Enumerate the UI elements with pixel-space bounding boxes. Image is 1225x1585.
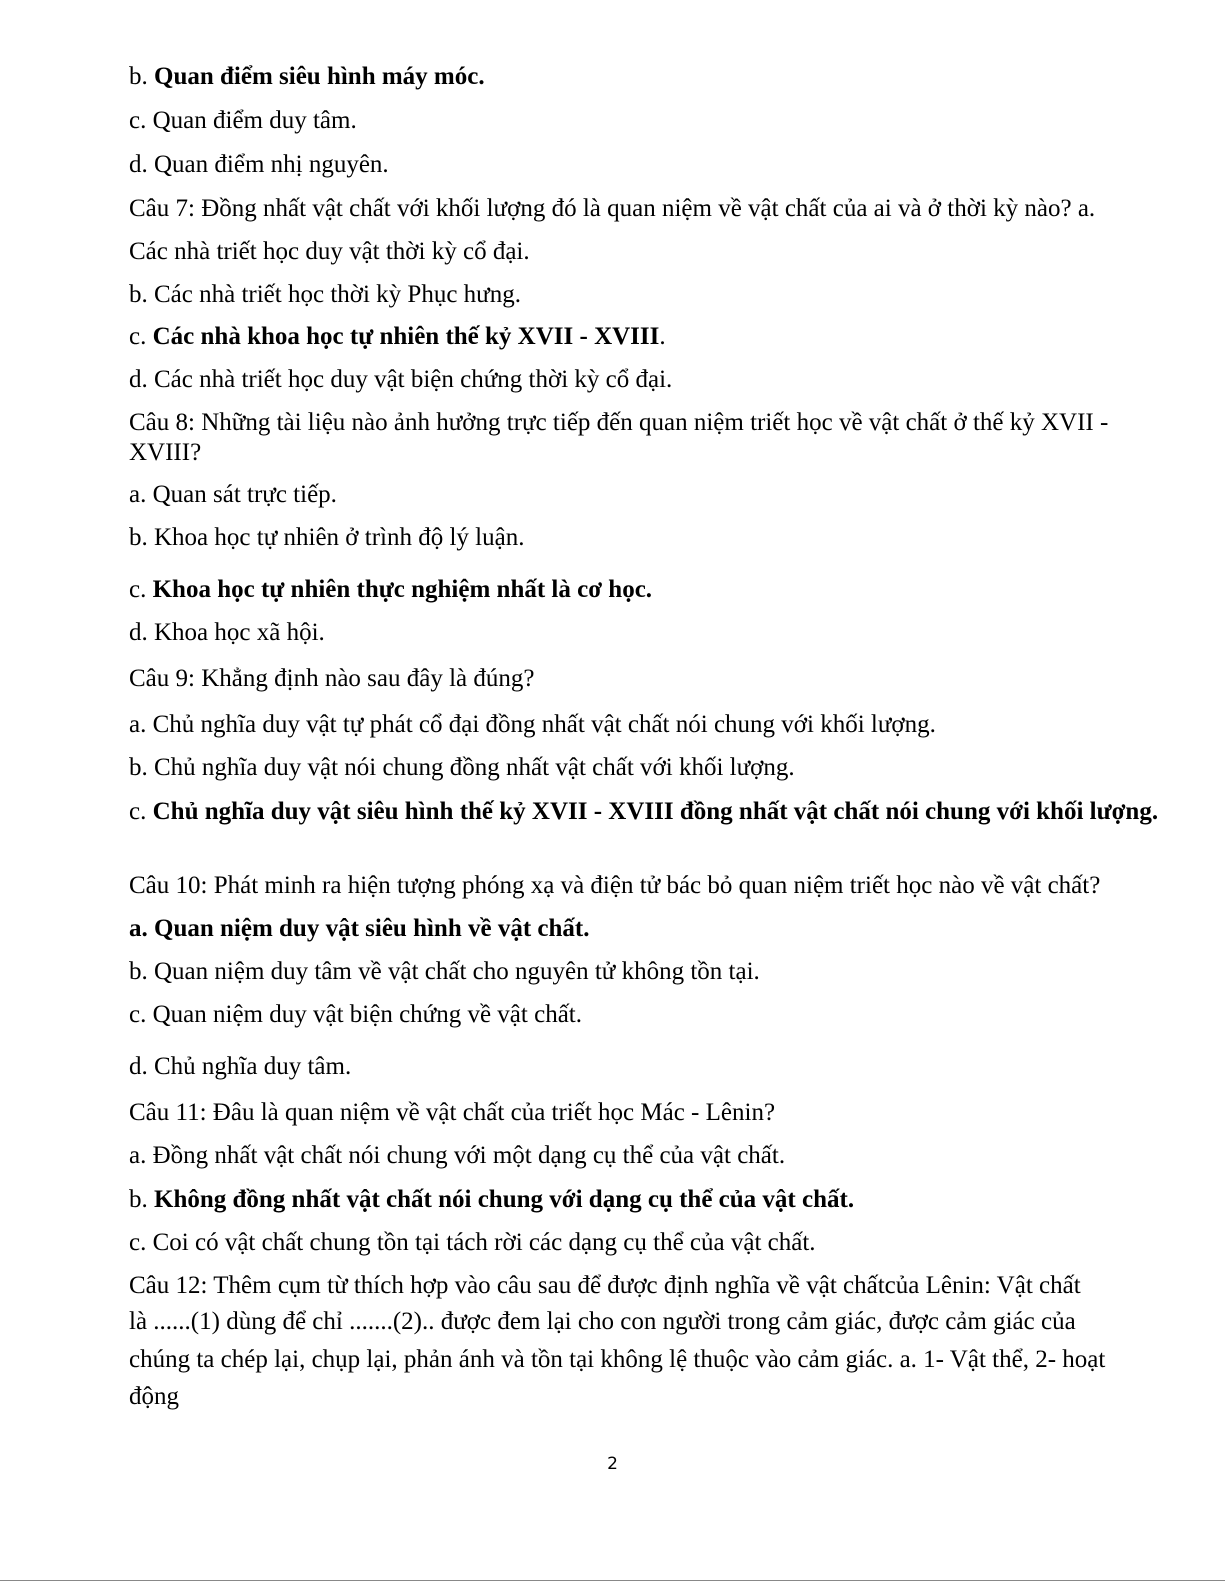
- option-prefix: c.: [129, 576, 153, 603]
- question-8-line2: XVIII?: [129, 439, 202, 466]
- option-d-q10: d. Chủ nghĩa duy tâm.: [129, 1053, 352, 1080]
- question-9: Câu 9: Khẳng định nào sau đây là đúng?: [129, 665, 535, 692]
- option-b-q7: b. Các nhà triết học thời kỳ Phục hưng.: [129, 281, 521, 308]
- option-prefix: b.: [129, 1186, 154, 1213]
- option-a-q10-correct: a. Quan niệm duy vật siêu hình về vật chất.: [129, 915, 590, 942]
- option-c-q9: [129, 797, 1167, 827]
- page-bottom-divider: [0, 1580, 1225, 1581]
- option-suffix: .: [659, 323, 666, 350]
- question-12-line1: Câu 12: Thêm cụm từ thích hợp vào câu sau để được định nghĩa về vật chấtcủa Lênin: Vật chất: [129, 1272, 1081, 1299]
- question-11: Câu 11: Đâu là quan niệm về vật chất của triết học Mác - Lênin?: [129, 1099, 776, 1126]
- option-c-q6: c. Quan điểm duy tâm.: [129, 107, 357, 134]
- option-c-q8: [129, 575, 1167, 605]
- option-d-q8: d. Khoa học xã hội.: [129, 619, 325, 646]
- option-a-q9: a. Chủ nghĩa duy vật tự phát cổ đại đồng nhất vật chất nói chung với khối lượng.: [129, 711, 936, 738]
- option-d-q6: d. Quan điểm nhị nguyên.: [129, 151, 389, 178]
- option-c-q10: c. Quan niệm duy vật biện chứng về vật chất.: [129, 1001, 582, 1028]
- question-8-line1: Câu 8: Những tài liệu nào ảnh hưởng trực tiếp đến quan niệm triết học về vật chất ở thế kỷ XVII -: [129, 409, 1109, 436]
- option-prefix: c.: [129, 323, 153, 350]
- correct-answer: Quan điểm siêu hình máy móc.: [154, 63, 485, 90]
- option-d-q7: d. Các nhà triết học duy vật biện chứng thời kỳ cổ đại.: [129, 366, 673, 393]
- option-a-q11: a. Đồng nhất vật chất nói chung với một dạng cụ thể của vật chất.: [129, 1142, 786, 1169]
- option-b-q6: [129, 62, 1167, 92]
- option-prefix: c.: [129, 798, 153, 825]
- option-c-q7: [129, 322, 1167, 352]
- correct-answer: Khoa học tự nhiên thực nghiệm nhất là cơ học.: [152, 576, 653, 603]
- option-b-q8: b. Khoa học tự nhiên ở trình độ lý luận.: [129, 524, 525, 551]
- correct-answer: Các nhà khoa học tự nhiên thế kỷ XVII - XVIII: [152, 323, 660, 350]
- option-b-q11: [129, 1185, 1167, 1215]
- page-number: 2: [607, 1454, 618, 1474]
- option-a-q8: a. Quan sát trực tiếp.: [129, 481, 337, 508]
- option-a-q7: Các nhà triết học duy vật thời kỳ cổ đại.: [129, 238, 530, 265]
- question-12-line2: là ......(1) dùng để chỉ .......(2).. được đem lại cho con người trong cảm giác, được cảm giác của: [129, 1308, 1076, 1335]
- option-b-q9: b. Chủ nghĩa duy vật nói chung đồng nhất vật chất với khối lượng.: [129, 754, 795, 781]
- option-prefix: b.: [129, 63, 154, 90]
- option-c-q11: c. Coi có vật chất chung tồn tại tách rời các dạng cụ thể của vật chất.: [129, 1229, 816, 1256]
- correct-answer: Không đồng nhất vật chất nói chung với dạng cụ thể của vật chất.: [154, 1186, 855, 1213]
- question-12-line3: chúng ta chép lại, chụp lại, phản ánh và tồn tại không lệ thuộc vào cảm giác. a. 1- Vật thể, 2- hoạt: [129, 1346, 1106, 1373]
- correct-answer: Chủ nghĩa duy vật siêu hình thế kỷ XVII - XVIII đồng nhất vật chất nói chung với khối lượng.: [152, 798, 1159, 825]
- option-b-q10: b. Quan niệm duy tâm về vật chất cho nguyên tử không tồn tại.: [129, 958, 760, 985]
- question-10: Câu 10: Phát minh ra hiện tượng phóng xạ và điện tử bác bỏ quan niệm triết học nào về vật chất?: [129, 872, 1101, 899]
- question-12-line4: động: [129, 1383, 179, 1410]
- question-7-line1: Câu 7: Đồng nhất vật chất với khối lượng đó là quan niệm về vật chất của ai và ở thời kỳ nào? a.: [129, 195, 1096, 222]
